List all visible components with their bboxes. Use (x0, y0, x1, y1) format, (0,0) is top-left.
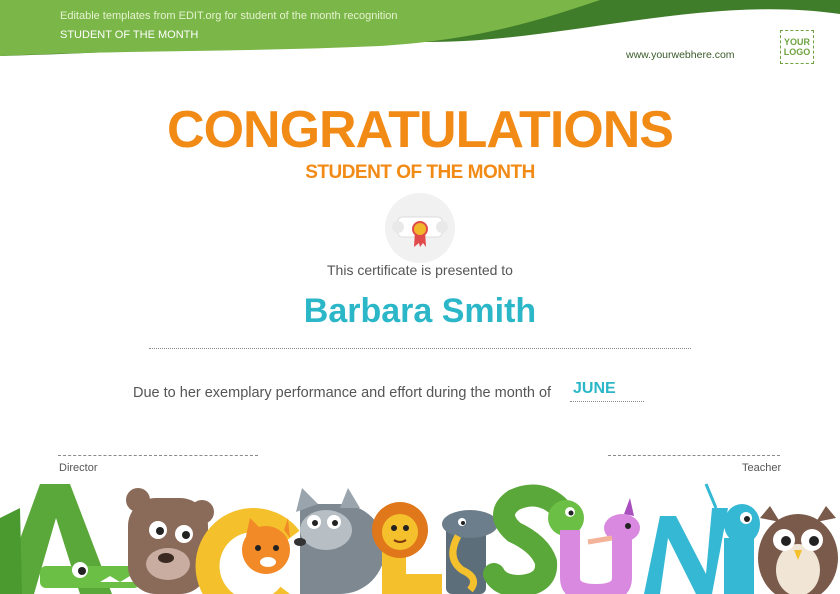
letter-o-owl (758, 506, 838, 594)
director-label: Director (59, 462, 98, 474)
reason-text: Due to her exemplary performance and effort during the month of (133, 385, 552, 401)
letter-l-lion (372, 502, 442, 594)
website-url[interactable]: www.yourwebhere.com (626, 49, 735, 61)
presented-text: This certificate is presented to (327, 262, 513, 278)
month-underline (570, 401, 644, 402)
letter-c-cat (208, 518, 290, 594)
diploma-scroll-icon (392, 203, 448, 253)
diploma-badge (385, 193, 455, 263)
month-field[interactable]: JUNE (573, 380, 616, 397)
header-title: STUDENT OF THE MONTH (60, 29, 199, 41)
letter-a-crocodile (0, 484, 140, 594)
name-underline (149, 348, 691, 349)
subheadline: STUDENT OF THE MONTH (305, 162, 535, 183)
director-signature-line[interactable] (58, 455, 258, 456)
recipient-name[interactable]: Barbara Smith (303, 292, 537, 330)
teacher-label: Teacher (742, 462, 782, 474)
teacher-signature-line[interactable] (608, 455, 780, 456)
alphabet-animals-illustration (0, 478, 840, 594)
header-tagline: Editable templates from EDIT.org for student of the month recognition (60, 10, 398, 22)
letter-n-narwhal (644, 484, 760, 594)
logo-line2: LOGO (783, 47, 811, 57)
logo-line1: YOUR (783, 37, 810, 47)
letter-d-wolf (294, 488, 385, 594)
headline: CONGRATULATIONS (167, 101, 673, 159)
logo-placeholder (780, 30, 814, 64)
